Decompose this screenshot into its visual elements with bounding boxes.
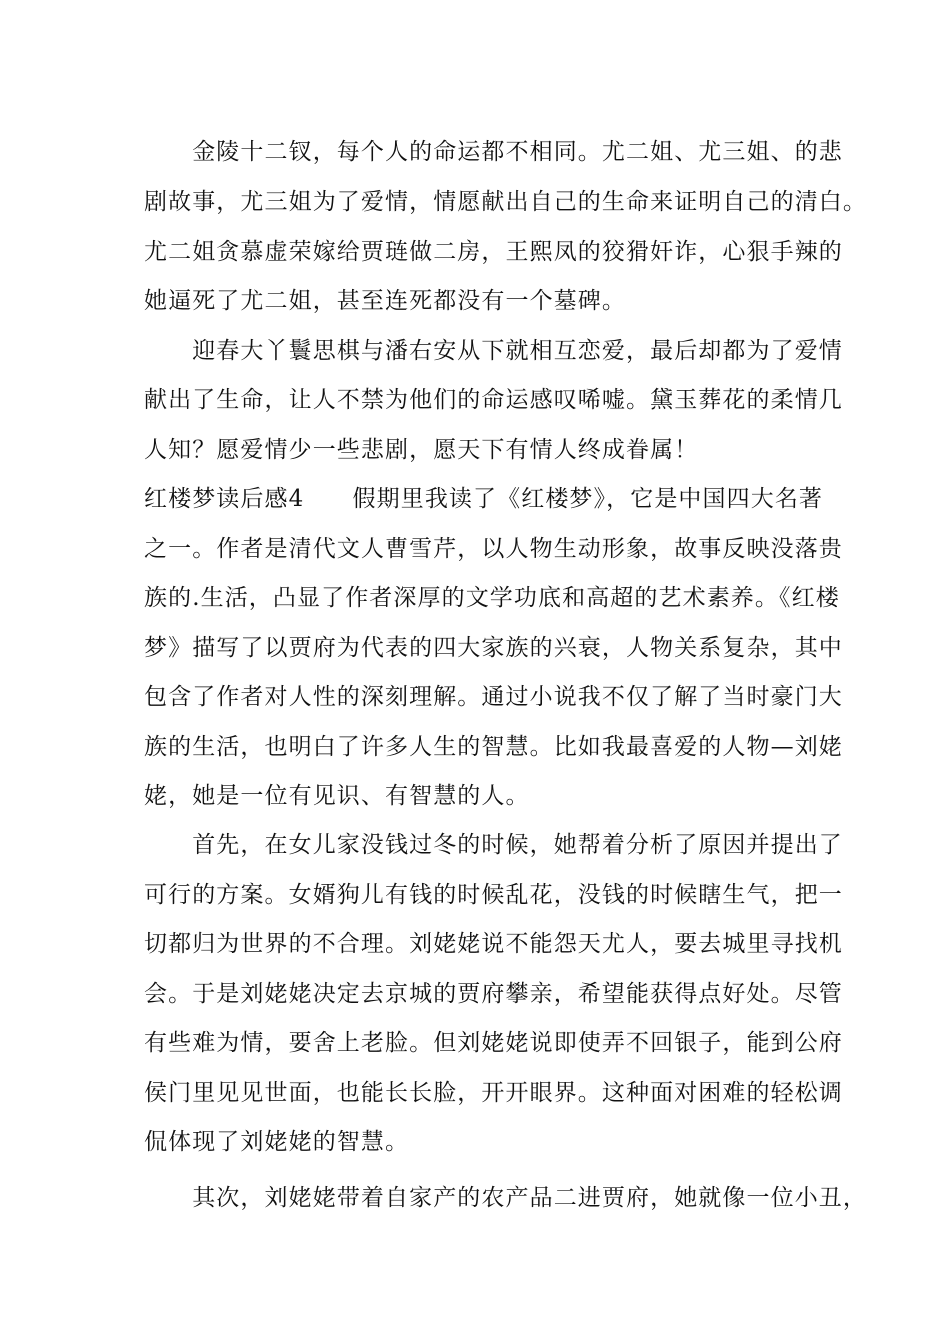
- text-line: 侃体现了刘姥姥的智慧。: [144, 1129, 410, 1155]
- text-line: 尤二姐贪慕虚荣嫁给贾琏做二房，王熙凤的狡猾奸诈，心狠手辣的: [144, 239, 843, 265]
- text-line: 她逼死了尤二姐，甚至连死都没有一个墓碑。: [144, 288, 626, 314]
- text-line: 会。于是刘姥姥决定去京城的贾府攀亲，希望能获得点好处。尽管: [144, 981, 843, 1007]
- text-line: 金陵十二钗，每个人的命运都不相同。尤二姐、尤三姐、的悲: [144, 139, 843, 165]
- text-line: 人知？愿爱情少一些悲剧，愿天下有情人终成眷属！: [144, 437, 699, 463]
- text-line: 其次，刘姥姥带着自家产的农产品二进贾府，她就像一位小丑，: [144, 1185, 867, 1211]
- text-line: 有些难为情，要舍上老脸。但刘姥姥说即使弄不回银子，能到公府: [144, 1030, 843, 1056]
- text-line: 剧故事，尤三姐为了爱情，情愿献出自己的生命来证明自己的清白。: [144, 189, 867, 215]
- text-line: 梦》描写了以贾府为代表的四大家族的兴衰，人物关系复杂，其中: [144, 635, 843, 661]
- text-line: 红楼梦读后感4 假期里我读了《红楼梦》，它是中国四大名著: [144, 486, 824, 512]
- text-line: 可行的方案。女婿狗儿有钱的时候乱花，没钱的时候瞎生气，把一: [144, 882, 843, 908]
- text-line: 侯门里见见世面，也能长长脸，开开眼界。这种面对困难的轻松调: [144, 1080, 843, 1106]
- text-line: 族的.生活，凸显了作者深厚的文学功底和高超的艺术素养。《红楼: [144, 585, 840, 611]
- text-line: 献出了生命，让人不禁为他们的命运感叹唏嘘。黛玉葬花的柔情几: [144, 387, 843, 413]
- text-line: 族的生活，也明白了许多人生的智慧。比如我最喜爱的人物—刘姥: [144, 734, 843, 760]
- text-line: 包含了作者对人性的深刻理解。通过小说我不仅了解了当时豪门大: [144, 684, 843, 710]
- text-line: 迎春大丫鬟思棋与潘右安从下就相互恋爱，最后却都为了爱情: [144, 338, 843, 364]
- text-line: 姥，她是一位有见识、有智慧的人。: [144, 783, 530, 809]
- text-line: 切都归为世界的不合理。刘姥姥说不能怨天尤人，要去城里寻找机: [144, 931, 843, 957]
- text-line: 之一。作者是清代文人曹雪芹，以人物生动形象，故事反映没落贵: [144, 536, 843, 562]
- text-line: 首先，在女儿家没钱过冬的时候，她帮着分析了原因并提出了: [144, 832, 843, 858]
